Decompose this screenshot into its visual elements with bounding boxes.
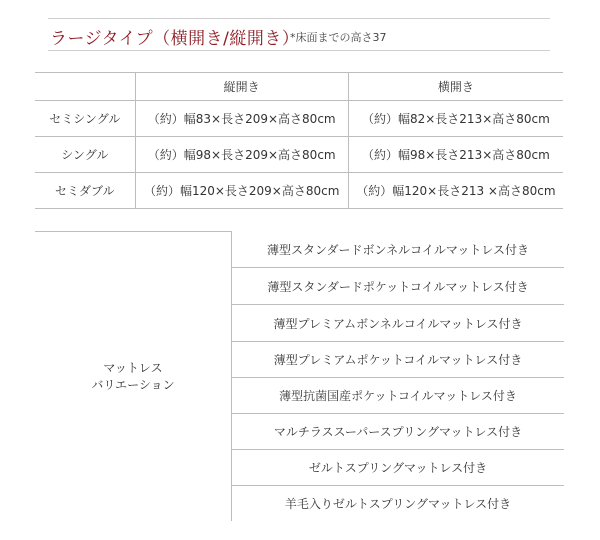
list-item: 薄型スタンダードポケットコイルマットレス付き <box>232 268 564 305</box>
size-horizontal-dimensions: （約）幅82×長さ213×高さ80cm <box>348 101 563 137</box>
header-top-rule <box>48 18 550 19</box>
list-item: 薄型プレミアムボンネルコイルマットレス付き <box>232 305 564 342</box>
size-table-header-blank <box>35 73 135 101</box>
size-label: シングル <box>61 148 109 162</box>
list-item: 薄型抗菌国産ポケットコイルマットレス付き <box>232 377 564 414</box>
size-table-header-vertical: 縦開き <box>135 73 348 101</box>
header <box>50 22 550 52</box>
list-item: 薄型スタンダードボンネルコイルマットレス付き <box>232 231 564 268</box>
page-title: ラージタイプ（横開き/縦開き） <box>50 29 300 49</box>
list-item: 羊毛入りゼルトスプリングマットレス付き <box>284 496 512 511</box>
height-note: *床面までの高さ37 <box>290 31 387 44</box>
size-label: セミダブル <box>55 184 115 198</box>
size-vertical-dimensions: （約）幅120×長さ209×高さ80cm <box>135 173 348 209</box>
size-label: セミシングル <box>49 112 121 126</box>
list-item: ゼルトスプリングマットレス付き <box>232 449 564 486</box>
table-row <box>35 137 563 173</box>
size-horizontal-dimensions: （約）幅98×長さ213×高さ80cm <box>348 137 563 173</box>
mattress-variation-label <box>35 231 231 522</box>
table-row <box>35 101 563 137</box>
mattress-table <box>35 231 563 521</box>
mattress-label-line1: マットレス <box>103 361 163 375</box>
list-item: マルチラススーパースプリングマットレス付き <box>232 413 564 450</box>
size-table <box>35 72 563 209</box>
size-table-header-horizontal: 横開き <box>348 73 563 101</box>
size-vertical-dimensions: （約）幅83×長さ209×高さ80cm <box>135 101 348 137</box>
size-vertical-dimensions: （約）幅98×長さ209×高さ80cm <box>135 137 348 173</box>
list-item: 薄型プレミアムポケットコイルマットレス付き <box>232 341 564 378</box>
size-table-header-row <box>35 73 563 101</box>
header-bottom-rule <box>48 50 550 51</box>
size-horizontal-dimensions: （約）幅120×長さ213 ×高さ80cm <box>348 173 563 209</box>
mattress-label-line2: バリエーション <box>91 378 175 392</box>
mattress-options <box>231 231 564 521</box>
table-row <box>35 173 563 209</box>
